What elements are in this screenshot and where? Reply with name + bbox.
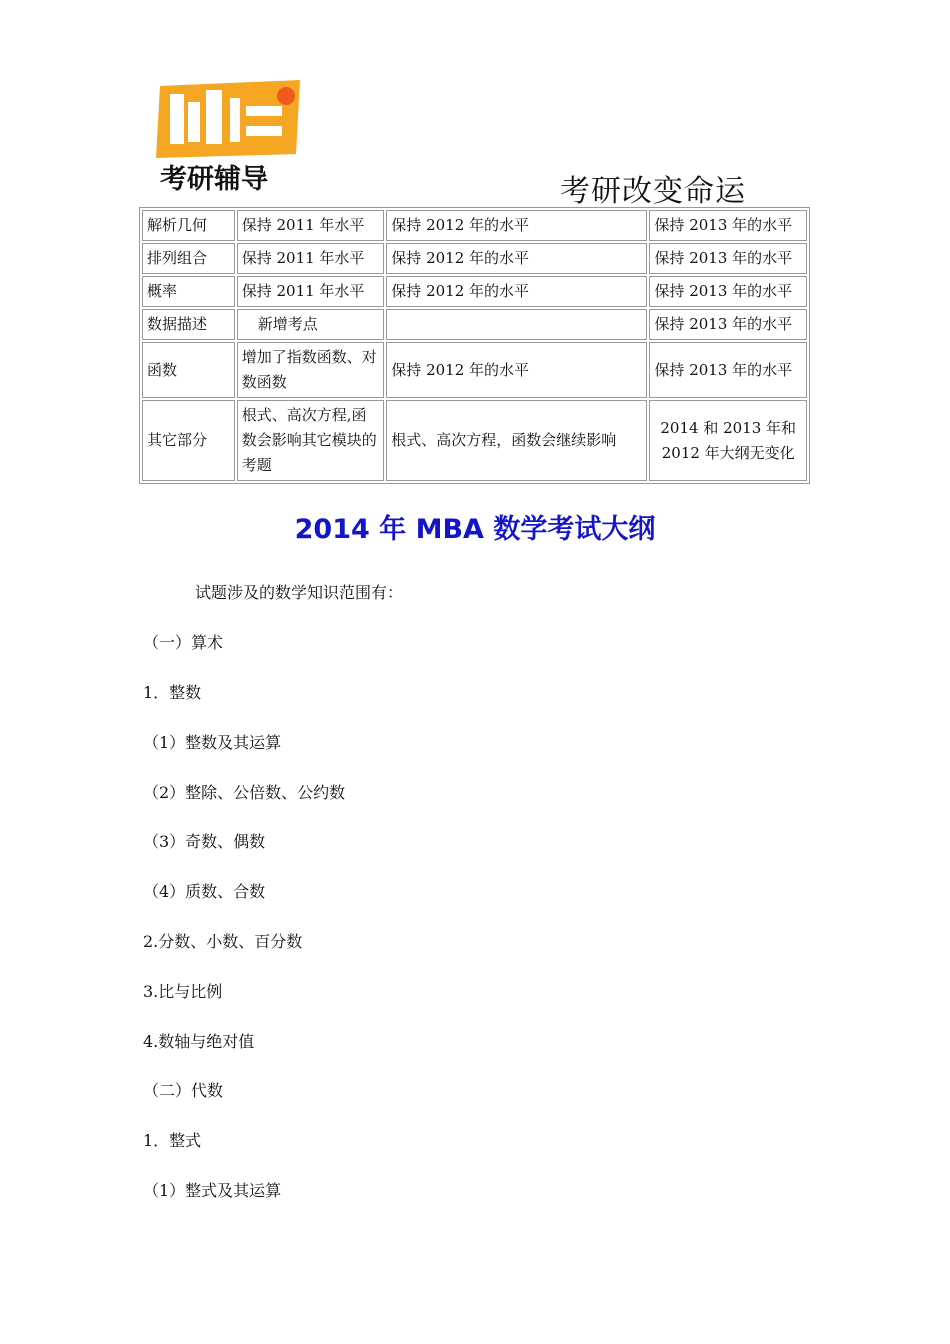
table-cell: 新增考点 [237, 309, 385, 340]
outline-line: （1）整式及其运算 [143, 1181, 282, 1200]
table-cell: 2014 和 2013 年和 2012 年大纲无变化 [649, 400, 807, 481]
table-cell: 保持 2013 年的水平 [649, 243, 807, 274]
outline-line: （1）整数及其运算 [143, 733, 282, 752]
table-cell: 根式、高次方程,函数会影响其它模块的考题 [237, 400, 385, 481]
table-cell: 保持 2012 年的水平 [386, 342, 647, 398]
table-cell: 保持 2012 年的水平 [386, 210, 647, 241]
outline-line: 1．整式 [143, 1131, 202, 1150]
outline-line: 4.数轴与绝对值 [143, 1032, 255, 1051]
table-cell: 保持 2011 年水平 [237, 276, 385, 307]
logo-subtitle: 考研辅导 [160, 164, 268, 195]
table-row [142, 243, 807, 274]
table-row [142, 400, 807, 481]
outline-line: （3）奇数、偶数 [143, 832, 266, 851]
table-cell: 根式、高次方程，函数会继续影响 [386, 400, 647, 481]
outline-line: 3.比与比例 [143, 982, 223, 1001]
table-cell: 保持 2012 年的水平 [386, 243, 647, 274]
table-cell: 保持 2013 年的水平 [649, 276, 807, 307]
kaicheng-logo [150, 76, 310, 198]
table-cell: 保持 2011 年水平 [237, 243, 385, 274]
table-cell: 概率 [142, 276, 235, 307]
logo-dot-icon [277, 87, 295, 105]
table-row [142, 276, 807, 307]
logo-mark [156, 80, 300, 158]
outline-line: 试题涉及的数学知识范围有： [195, 583, 404, 602]
table-row [142, 210, 807, 241]
table-cell: 保持 2013 年的水平 [649, 210, 807, 241]
outline-line: （一）算术 [143, 633, 224, 652]
table-cell: 函数 [142, 342, 235, 398]
outline-line: 1．整数 [143, 683, 202, 702]
table-cell: 数据描述 [142, 309, 235, 340]
outline-line: （二）代数 [143, 1081, 224, 1100]
table-cell: 解析几何 [142, 210, 235, 241]
table-cell: 增加了指数函数、对数函数 [237, 342, 385, 398]
table-cell [386, 309, 647, 340]
outline-line: （4）质数、合数 [143, 882, 266, 901]
table-cell: 保持 2012 年的水平 [386, 276, 647, 307]
comparison-table [139, 207, 810, 484]
outline-line: （2）整除、公倍数、公约数 [143, 783, 346, 802]
table-row [142, 309, 807, 340]
table-row [142, 342, 807, 398]
outline-line: 2.分数、小数、百分数 [143, 932, 303, 951]
slogan: 考研改变命运 [560, 174, 746, 209]
table-cell: 保持 2011 年水平 [237, 210, 385, 241]
table-cell: 其它部分 [142, 400, 235, 481]
table-cell: 排列组合 [142, 243, 235, 274]
table-cell: 保持 2013 年的水平 [649, 342, 807, 398]
table-cell: 保持 2013 年的水平 [649, 309, 807, 340]
page-title: 2014 年 MBA 数学考试大纲 [294, 514, 656, 545]
